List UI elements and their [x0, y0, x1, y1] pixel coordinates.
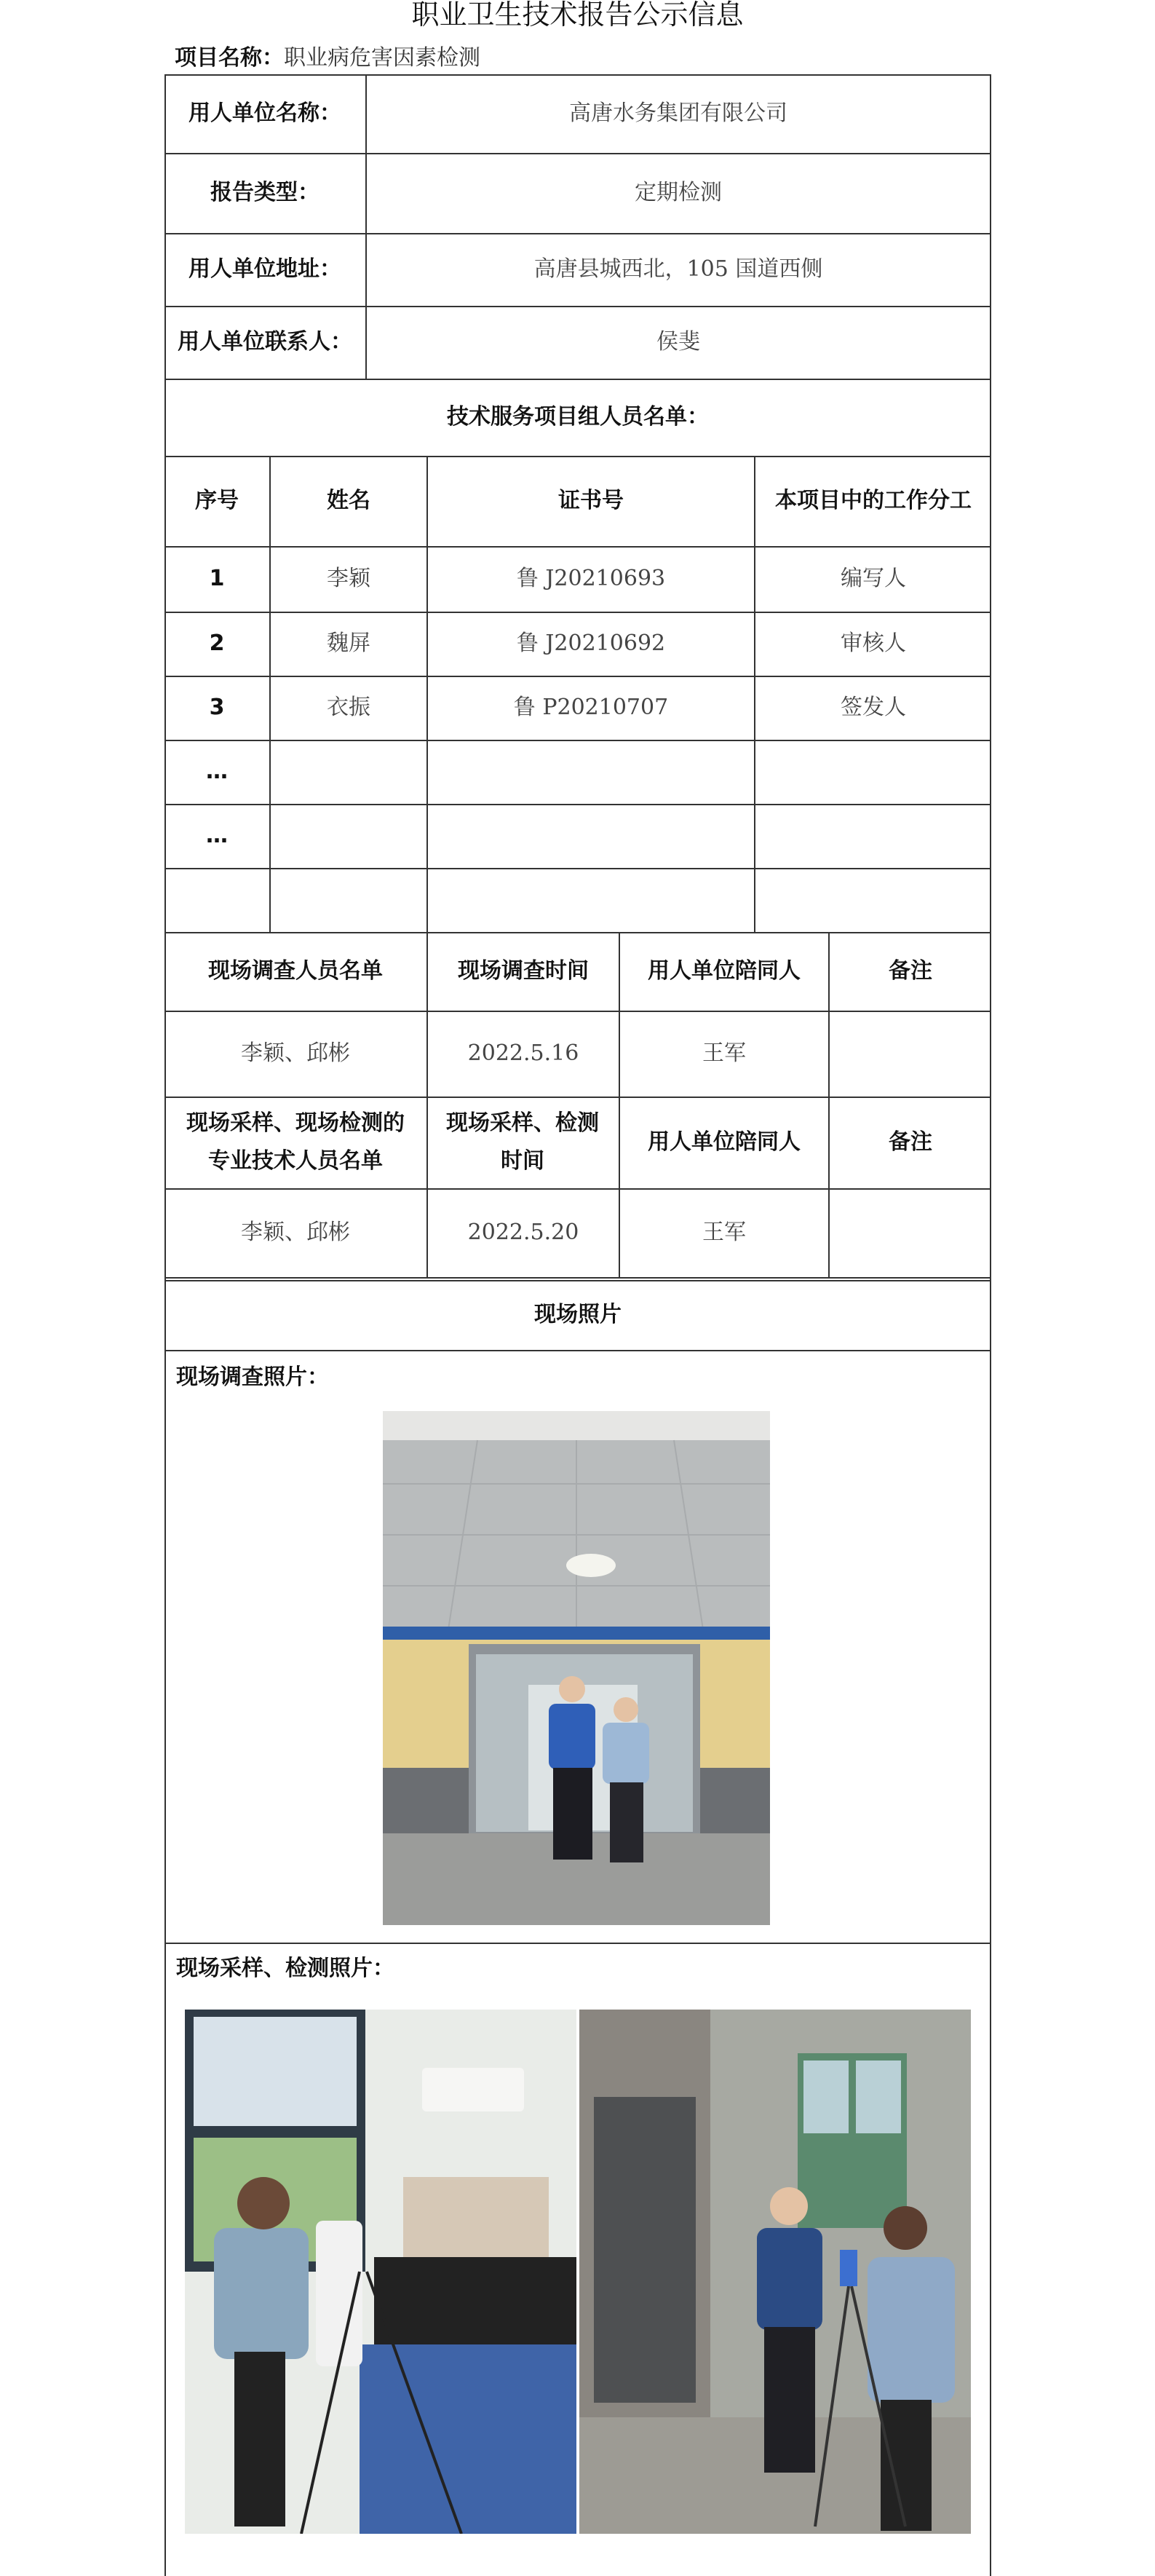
survey-photo [383, 1411, 770, 1925]
value-employer-name: 高唐水务集团有限公司 [569, 100, 787, 126]
survey-remark-value [830, 1011, 991, 1097]
sampling-staff-value: 李颖、邱彬 [241, 1220, 350, 1245]
sampling-col-remark: 备注 [889, 1129, 932, 1155]
photos-section-title: 现场照片 [534, 1302, 622, 1327]
team-row-index: … [206, 823, 228, 848]
label-employer-address: 用人单位地址： [188, 256, 341, 282]
survey-time-value: 2022.5.16 [467, 1040, 579, 1066]
team-row-index: … [206, 759, 228, 784]
sampling-remark-value [830, 1188, 991, 1277]
team-row-role: 签发人 [841, 695, 906, 720]
label-employer-contact: 用人单位联系人： [178, 329, 352, 355]
team-row-index: 1 [209, 566, 225, 591]
survey-col-staff: 现场调查人员名单 [208, 958, 383, 984]
project-name-label: 项目名称： [175, 45, 284, 71]
team-row-cert: 鲁 J20210692 [516, 631, 666, 656]
team-row-role: 审核人 [841, 631, 906, 656]
team-col-role: 本项目中的工作分工 [775, 488, 972, 513]
page-title: 职业卫生技术报告公示信息 [411, 0, 744, 31]
team-row-index: 3 [209, 695, 225, 720]
team-row-index: 2 [209, 631, 225, 656]
sampling-time-value: 2022.5.20 [467, 1220, 579, 1245]
project-name-value: 职业病危害因素检测 [284, 45, 480, 71]
survey-escort-value: 王军 [702, 1040, 746, 1066]
team-heading: 技术服务项目组人员名单： [447, 404, 709, 430]
value-employer-address: 高唐县城西北，105 国道西侧 [533, 256, 823, 282]
team-row-name: 李颖 [327, 566, 370, 591]
team-row-name: 魏屏 [327, 631, 370, 656]
sampling-escort-value: 王军 [702, 1220, 746, 1245]
project-name [175, 42, 480, 74]
report-table [164, 74, 991, 2576]
value-employer-contact: 侯斐 [656, 329, 700, 355]
team-row-name: 衣振 [327, 695, 370, 720]
sampling-col-time: 现场采样、检测时间 [446, 1110, 599, 1174]
team-row-role: 编写人 [841, 566, 906, 591]
survey-col-escort: 用人单位陪同人 [648, 958, 801, 984]
team-col-name: 姓名 [327, 488, 370, 513]
label-report-type: 报告类型： [210, 180, 319, 205]
survey-col-remark: 备注 [889, 958, 932, 984]
sampling-col-staff: 现场采样、现场检测的专业技术人员名单 [186, 1110, 405, 1174]
team-col-cert: 证书号 [558, 488, 624, 513]
team-row-cert: 鲁 J20210693 [516, 566, 666, 591]
sampling-photo-label: 现场采样、检测照片： [176, 1956, 394, 1981]
label-employer-name: 用人单位名称： [188, 100, 341, 126]
value-report-type: 定期检测 [635, 180, 722, 205]
survey-staff-value: 李颖、邱彬 [241, 1040, 350, 1066]
survey-photo-label: 现场调查照片： [176, 1364, 329, 1390]
sampling-photo [185, 2010, 971, 2534]
team-row-cert: 鲁 P20210707 [513, 695, 669, 720]
sampling-col-escort: 用人单位陪同人 [648, 1129, 801, 1155]
team-col-index: 序号 [195, 488, 239, 513]
survey-col-time: 现场调查时间 [458, 958, 589, 984]
